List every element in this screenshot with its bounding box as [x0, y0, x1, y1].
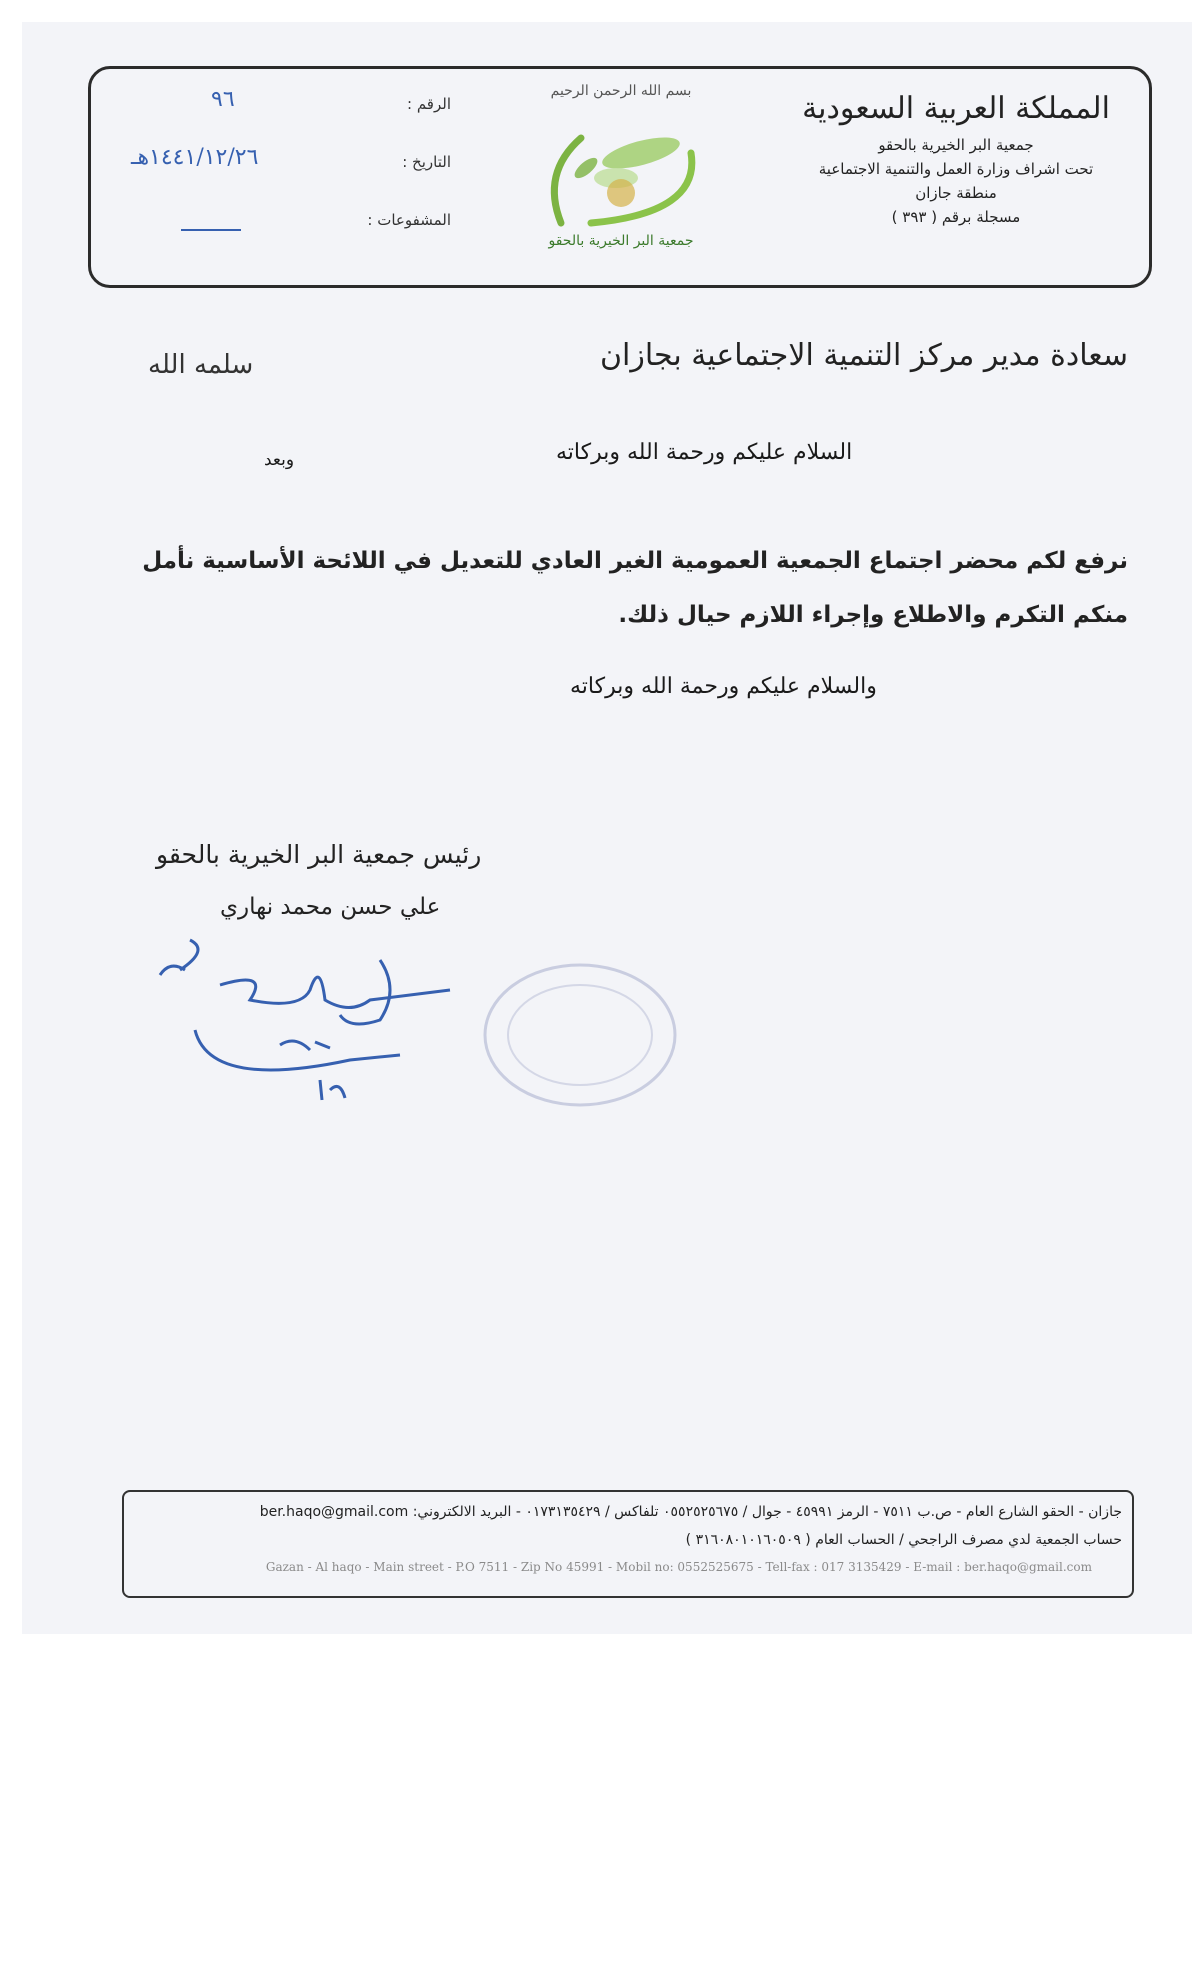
number-label: الرقم : [407, 95, 451, 113]
kingdom-title: المملكة العربية السعودية [802, 91, 1110, 126]
registration-line: مسجلة برقم ( ٣٩٣ ) [891, 208, 1021, 226]
signatory-name: علي حسن محمد نهاري [220, 894, 441, 920]
wheat-logo-icon [521, 113, 721, 243]
letterhead-logo-block [471, 83, 771, 273]
faded-stamp-icon [480, 960, 680, 1110]
footer-english-line: Gazan - Al haqo - Main street - P.O 7511 - Zip No 45991 - Mobil no: 0552525675 - Tell-fax : 017 3135429 - E-mail : ber.haqo@gmail.com [265, 1560, 1092, 1574]
addressee: سعادة مدير مركز التنمية الاجتماعية بجازان [599, 338, 1128, 373]
date-label: التاريخ : [402, 153, 451, 171]
letterhead [88, 66, 1152, 288]
date-value: ١٤٤١/١٢/٢٦هـ [131, 145, 259, 170]
region-line: منطقة جازان [915, 184, 997, 202]
opening-greeting: السلام عليكم ورحمة الله وبركاته [556, 440, 853, 465]
logo-caption: جمعية البر الخيرية بالحقو [548, 233, 694, 249]
signatory-title: رئيس جمعية البر الخيرية بالحقو [156, 840, 482, 869]
footer-address-line: جازان - الحقو الشارع العام - ص.ب ٧٥١١ - الرمز ٤٥٩٩١ - جوال / ٠٥٥٢٥٢٥٦٧٥ تلفاكس / ٠١٧٣١٣٥٤٢٩ - البريد الالكتروني: ber.haqo@gmail.com [259, 1504, 1122, 1520]
reference-attachments [151, 211, 451, 241]
footer-contact-box [122, 1490, 1134, 1598]
letterhead-org-block [791, 91, 1121, 232]
salutation-honorific: سلمه الله [148, 350, 254, 380]
footer-bank-line: حساب الجمعية لدي مصرف الراجحي / الحساب العام ( ٣١٦٠٨٠١٠١٦٠٥٠٩ ) [685, 1532, 1122, 1548]
attachments-label: المشفوعات : [367, 211, 451, 229]
attachments-blank [181, 229, 241, 231]
handwritten-signature-icon [150, 930, 470, 1110]
basmala: بسم الله الرحمن الرحيم [550, 83, 692, 99]
reference-date [131, 145, 451, 183]
number-value: ٩٦ [211, 87, 235, 112]
org-name: جمعية البر الخيرية بالحقو [878, 136, 1034, 154]
letterhead-reference-block [131, 87, 451, 269]
supervision-line: تحت اشراف وزارة العمل والتنمية الاجتماعية [818, 160, 1094, 178]
wabaad-text: وبعد [264, 450, 295, 470]
reference-number [151, 87, 451, 125]
letter-body: نرفع لكم محضر اجتماع الجمعية العمومية الغير العادي للتعديل في اللائحة الأساسية نأمل منكم التكرم والاطلاع وإجراء اللازم حيال ذلك. [142, 548, 1128, 628]
closing-greeting: والسلام عليكم ورحمة الله وبركاته [570, 674, 877, 699]
